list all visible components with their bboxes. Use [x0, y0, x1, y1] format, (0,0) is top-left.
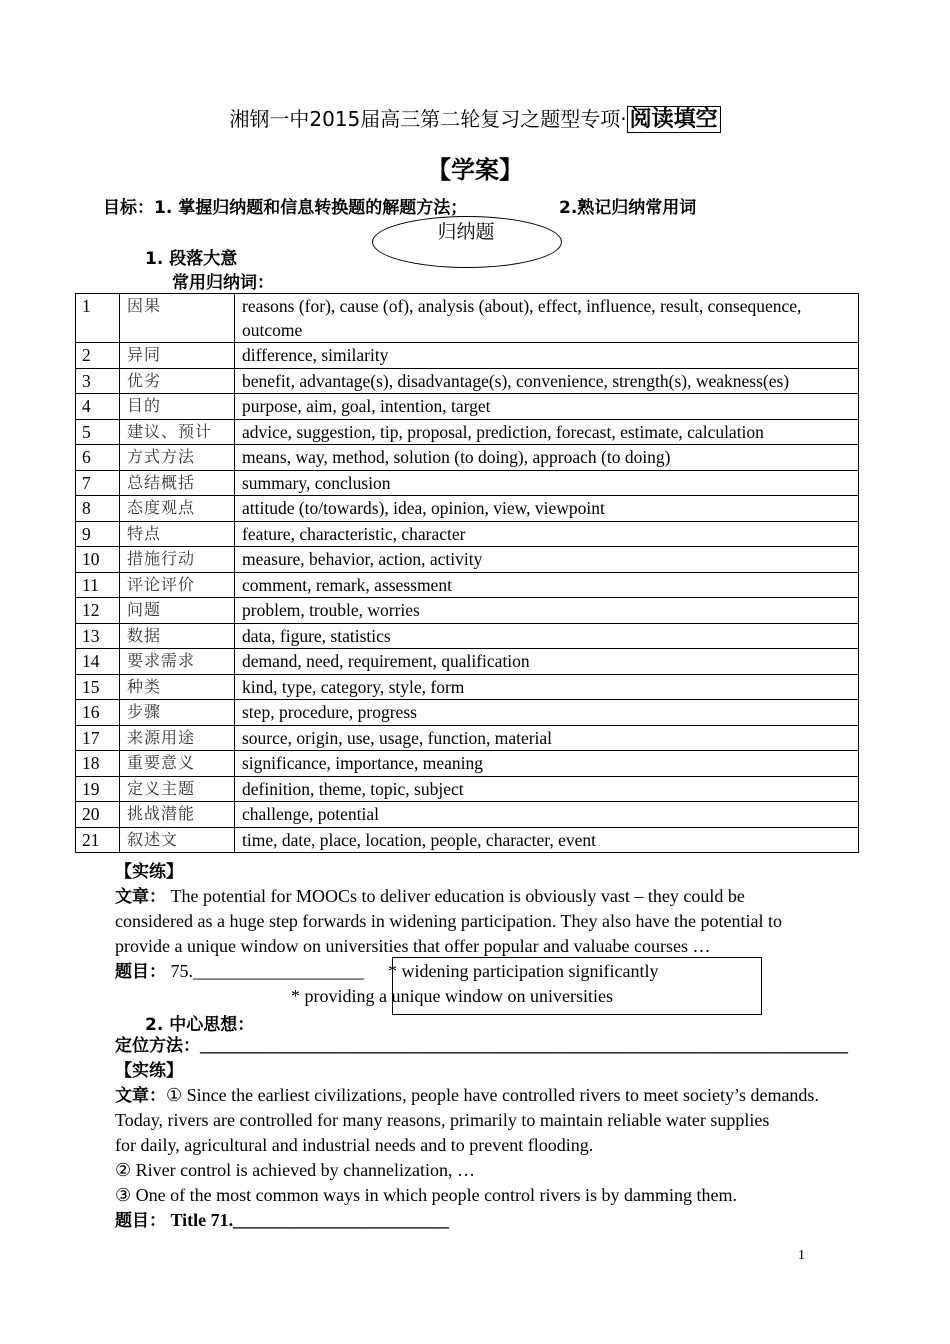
- row-words: difference, similarity: [235, 343, 859, 369]
- practice1-article-line1: [115, 884, 745, 910]
- option-2: * providing a unique window on universities: [291, 986, 613, 1006]
- practice1-heading: 【实练】: [115, 862, 183, 882]
- row-words: purpose, aim, goal, intention, target: [235, 394, 859, 420]
- table-row: [76, 802, 859, 828]
- question-text-2: Title 71.________________________: [166, 1210, 450, 1230]
- section1-subheading: 常用归纳词：: [172, 273, 274, 293]
- row-number: 19: [76, 776, 120, 802]
- practice2-heading: 【实练】: [115, 1061, 183, 1081]
- row-category: 特点: [120, 521, 235, 547]
- row-number: 3: [76, 368, 120, 394]
- table-row: [76, 827, 859, 853]
- row-number: 15: [76, 674, 120, 700]
- row-category: 叙述文: [120, 827, 235, 853]
- table-row: [76, 649, 859, 675]
- row-number: 6: [76, 445, 120, 471]
- option-1: * widening participation significantly: [388, 961, 659, 981]
- row-words: challenge, potential: [235, 802, 859, 828]
- row-number: 16: [76, 700, 120, 726]
- table-row: [76, 521, 859, 547]
- row-number: 4: [76, 394, 120, 420]
- table-row: [76, 598, 859, 624]
- row-words: summary, conclusion: [235, 470, 859, 496]
- question-label-2: 题目：: [115, 1211, 166, 1231]
- title-prefix: 湘钢一中2015届高三第二轮复习之题型专项·: [229, 107, 627, 131]
- row-category: 重要意义: [120, 751, 235, 777]
- row-number: 11: [76, 572, 120, 598]
- row-number: 10: [76, 547, 120, 573]
- title-boxed: 阅读填空: [627, 106, 721, 133]
- goal-1: 目标：1. 掌握归纳题和信息转换题的解题方法；: [103, 198, 468, 218]
- table-row: [76, 623, 859, 649]
- practice2-line3: for daily, agricultural and industrial needs and to prevent flooding.: [115, 1135, 594, 1155]
- table-row: [76, 572, 859, 598]
- table-row: [76, 725, 859, 751]
- row-words: reasons (for), cause (of), analysis (about), effect, influence, result, consequence, outcome: [235, 294, 859, 343]
- question-label: 题目：: [115, 962, 166, 982]
- row-words: benefit, advantage(s), disadvantage(s), convenience, strength(s), weakness(es): [235, 368, 859, 394]
- row-words: source, origin, use, usage, function, material: [235, 725, 859, 751]
- table-row: [76, 700, 859, 726]
- row-number: 17: [76, 725, 120, 751]
- section1-heading: 1. 段落大意: [145, 249, 238, 269]
- article-label-2: 文章：: [115, 1086, 166, 1106]
- goal-line: [103, 193, 697, 218]
- row-category: 要求需求: [120, 649, 235, 675]
- page-title: [0, 102, 950, 133]
- practice2-line4: ② River control is achieved by channelization, …: [115, 1160, 476, 1180]
- row-number: 18: [76, 751, 120, 777]
- locate-line: [115, 1033, 848, 1059]
- practice2-line2: Today, rivers are controlled for many reasons, primarily to maintain reliable water supplies: [115, 1110, 770, 1130]
- table-row: [76, 547, 859, 573]
- row-number: 5: [76, 419, 120, 445]
- row-number: 14: [76, 649, 120, 675]
- table-row: [76, 394, 859, 420]
- row-category: 目的: [120, 394, 235, 420]
- row-category: 评论评价: [120, 572, 235, 598]
- practice2-text-1: ① Since the earliest civilizations, people have controlled rivers to meet society’s demands.: [166, 1085, 819, 1105]
- row-words: kind, type, category, style, form: [235, 674, 859, 700]
- table-row: [76, 343, 859, 369]
- table-row: [76, 445, 859, 471]
- row-words: means, way, method, solution (to doing), approach (to doing): [235, 445, 859, 471]
- practice2-line5: ③ One of the most common ways in which people control rivers is by damming them.: [115, 1185, 738, 1205]
- row-category: 异同: [120, 343, 235, 369]
- row-category: 总结概括: [120, 470, 235, 496]
- page-number: 1: [798, 1248, 805, 1263]
- row-words: feature, characteristic, character: [235, 521, 859, 547]
- goal-2: 2.熟记归纳常用词: [559, 198, 697, 218]
- section2-heading: 2. 中心思想：: [145, 1015, 255, 1035]
- practice2-question: [115, 1208, 449, 1234]
- table-row: [76, 470, 859, 496]
- row-words: significance, importance, meaning: [235, 751, 859, 777]
- row-category: 建议、预计: [120, 419, 235, 445]
- practice2-line1: [115, 1083, 819, 1109]
- row-number: 13: [76, 623, 120, 649]
- row-number: 12: [76, 598, 120, 624]
- table-row: [76, 751, 859, 777]
- row-number: 1: [76, 294, 120, 343]
- row-number: 21: [76, 827, 120, 853]
- table-row: [76, 294, 859, 343]
- row-words: comment, remark, assessment: [235, 572, 859, 598]
- practice1-article-line3: provide a unique window on universities that offer popular and valuabe courses …: [115, 936, 711, 956]
- row-number: 9: [76, 521, 120, 547]
- word-table: [75, 293, 859, 853]
- row-category: 措施行动: [120, 547, 235, 573]
- row-category: 定义主题: [120, 776, 235, 802]
- table-row: [76, 368, 859, 394]
- row-number: 20: [76, 802, 120, 828]
- article-text-1: The potential for MOOCs to deliver education is obviously vast – they could be: [166, 886, 745, 906]
- row-category: 态度观点: [120, 496, 235, 522]
- ellipse-label: 归纳题: [437, 221, 495, 243]
- locate-blank: ________________________________________________________________________: [200, 1035, 848, 1055]
- row-category: 步骤: [120, 700, 235, 726]
- row-number: 2: [76, 343, 120, 369]
- article-label: 文章：: [115, 887, 166, 907]
- subtitle: 【学案】: [427, 156, 523, 184]
- question-num: 75.___________________: [166, 961, 364, 981]
- row-number: 8: [76, 496, 120, 522]
- row-words: attitude (to/towards), idea, opinion, view, viewpoint: [235, 496, 859, 522]
- row-words: step, procedure, progress: [235, 700, 859, 726]
- row-words: time, date, place, location, people, character, event: [235, 827, 859, 853]
- table-row: [76, 496, 859, 522]
- table-row: [76, 674, 859, 700]
- row-words: problem, trouble, worries: [235, 598, 859, 624]
- row-words: measure, behavior, action, activity: [235, 547, 859, 573]
- row-category: 方式方法: [120, 445, 235, 471]
- row-category: 挑战潜能: [120, 802, 235, 828]
- row-words: data, figure, statistics: [235, 623, 859, 649]
- table-row: [76, 776, 859, 802]
- row-category: 种类: [120, 674, 235, 700]
- row-words: definition, theme, topic, subject: [235, 776, 859, 802]
- row-category: 因果: [120, 294, 235, 343]
- row-category: 问题: [120, 598, 235, 624]
- row-category: 数据: [120, 623, 235, 649]
- practice1-question: [115, 959, 364, 985]
- practice1-article-line2: considered as a huge step forwards in widening participation. They also have the potential to: [115, 911, 782, 931]
- row-words: advice, suggestion, tip, proposal, prediction, forecast, estimate, calculation: [235, 419, 859, 445]
- row-category: 来源用途: [120, 725, 235, 751]
- row-words: demand, need, requirement, qualification: [235, 649, 859, 675]
- locate-label: 定位方法：: [115, 1036, 200, 1056]
- row-category: 优劣: [120, 368, 235, 394]
- table-row: [76, 419, 859, 445]
- row-number: 7: [76, 470, 120, 496]
